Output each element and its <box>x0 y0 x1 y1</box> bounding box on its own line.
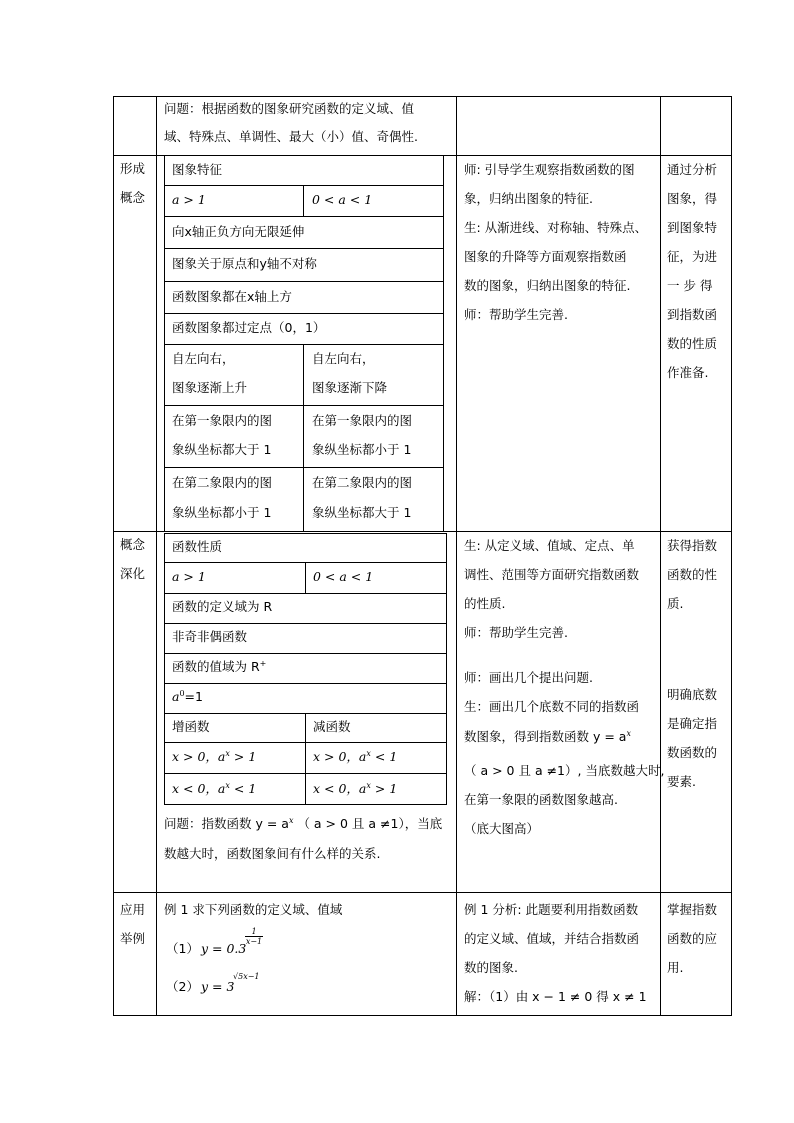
x-superscript: x <box>366 748 371 758</box>
t1-border-right <box>443 155 444 531</box>
row-divider-2 <box>113 531 732 532</box>
s2-activity-line: 师：帮助学生完善. <box>464 625 568 640</box>
s3-activity-line: 数的图象. <box>464 960 518 975</box>
t2-col-a: a > 1 <box>172 569 206 584</box>
s1-activity-line: 象，归纳出图象的特征. <box>464 191 593 206</box>
section1-label-line1: 形成 <box>120 161 146 176</box>
t2-row-domain: 函数的定义域为 R <box>172 599 273 614</box>
t2-r1-b-text: x > 0，a <box>313 749 367 764</box>
t1-hline <box>164 344 444 345</box>
example1-exponent-den: x−1 <box>245 937 263 946</box>
s2-activity-line: （ a > 0 且 a ≠1）, 当底数越大时, <box>464 763 665 778</box>
s1-purpose-line: 征，为进 <box>667 249 718 264</box>
t1-q1-b-line1: 在第一象限内的图 <box>312 413 413 428</box>
s3-activity-line: 的定义域、值域，并结合指数函 <box>464 931 640 946</box>
t1-hline <box>164 216 444 217</box>
section2-label-line2: 深化 <box>120 566 146 581</box>
s2-question-post: （ a > 0 且 a ≠1），当底 <box>297 816 443 831</box>
t1-q2-b-line1: 在第二象限内的图 <box>312 475 413 490</box>
x-superscript: x <box>225 748 230 758</box>
outer-top-border <box>113 96 732 97</box>
t1-hline <box>164 185 444 186</box>
a-variable: a <box>172 689 180 704</box>
s2-question-line1 <box>164 816 442 832</box>
s2-activity-line: 在第一象限的函数图象越高. <box>464 792 618 807</box>
t1-hline <box>164 467 444 468</box>
t2-border-top <box>164 533 447 534</box>
s2-purpose1-line: 质. <box>667 596 684 611</box>
t1-row-fixed-point: 函数图象都过定点（0，1） <box>172 320 326 335</box>
t1-row-above-axis: 函数图象都在x轴上方 <box>172 289 292 304</box>
s1-purpose-line: 到图象特 <box>667 220 718 235</box>
example1-expr: y = 0.3 <box>201 941 247 956</box>
section2-label-line1: 概念 <box>120 537 146 552</box>
s2-activity-line: 生：画出几个底数不同的指数函 <box>464 699 640 714</box>
outer-left-border <box>113 96 114 1016</box>
t2-r2-b <box>313 781 397 797</box>
intro-question-line2: 域、特殊点、单调性、最大（小）值、奇偶性. <box>164 129 418 144</box>
t1-q2-b-line2: 象纵坐标都大于 1 <box>312 505 412 520</box>
t2-hline <box>164 683 447 684</box>
t1-hline <box>164 281 444 282</box>
t2-r1-b-end: < 1 <box>370 749 398 764</box>
outer-right-border <box>731 96 732 1016</box>
intro-question-line1: 问题：根据函数的图象研究函数的定义域、值 <box>164 101 415 116</box>
t1-q1-a-line2: 象纵坐标都大于 1 <box>172 442 272 457</box>
t1-row-symmetry: 图象关于原点和y轴不对称 <box>172 256 317 271</box>
t2-row-range-text: 函数的值域为 R <box>172 659 260 674</box>
t2-vline <box>305 713 306 805</box>
t2-row-a0 <box>172 689 203 705</box>
t1-mono-b-line1: 自左向右， <box>312 351 375 366</box>
x-superscript: x <box>225 780 230 790</box>
s1-activity-line: 数的图象，归纳出图象的特征. <box>464 278 631 293</box>
s2-activity-line: （底大图高） <box>464 821 540 836</box>
s1-purpose-line: 到指数函 <box>667 307 718 322</box>
s2-activity-line: 的性质. <box>464 596 506 611</box>
zero-superscript: 0 <box>179 688 185 698</box>
col-divider-3 <box>660 96 661 1016</box>
t2-r1-a <box>172 749 256 765</box>
t1-col-a: a > 1 <box>172 192 206 207</box>
x-superscript: x <box>288 815 294 825</box>
s2-purpose2-line: 明确底数 <box>667 687 718 702</box>
x-superscript: x <box>626 728 631 738</box>
section3-label-line1: 应用 <box>120 902 146 917</box>
row-divider-3 <box>113 892 732 893</box>
s1-activity-line: 师: 引导学生观察指数函数的图 <box>464 162 635 177</box>
t2-hline <box>164 653 447 654</box>
t1-vline <box>303 185 304 217</box>
t1-hline <box>164 248 444 249</box>
s2-question-pre: 问题：指数函数 y = a <box>164 816 289 831</box>
t2-border-right <box>446 533 447 805</box>
s1-purpose-line: 作准备. <box>667 365 709 380</box>
t2-row-a0-text: =1 <box>184 689 203 704</box>
t2-decreasing: 减函数 <box>313 719 351 734</box>
t1-vline <box>303 344 304 531</box>
t2-border-left <box>164 533 165 805</box>
s1-purpose-line: 一 步 得 <box>667 278 713 293</box>
t1-col-b: 0 < a < 1 <box>312 192 373 207</box>
s2-question-line2: 数越大时，函数图象间有什么样的关系. <box>164 846 381 861</box>
s1-activity-line: 生: 从渐进线、对称轴、特殊点、 <box>464 220 648 235</box>
s3-activity-line: 例 1 分析: 此题要利用指数函数 <box>464 902 639 917</box>
example2-expr: y = 3 <box>201 979 235 994</box>
t2-r2-a <box>172 781 256 797</box>
t2-r2-b-text: x < 0，a <box>313 781 367 796</box>
t2-col-b: 0 < a < 1 <box>313 569 374 584</box>
t1-hline <box>164 313 444 314</box>
s1-activity-line: 师：帮助学生完善. <box>464 307 568 322</box>
s3-activity-line: 解：（1）由 x − 1 ≠ 0 得 x ≠ 1 <box>464 989 647 1004</box>
s1-purpose-line: 通过分析 <box>667 162 718 177</box>
section3-label-line2: 举例 <box>120 931 146 946</box>
s2-purpose2-line: 要素. <box>667 774 696 789</box>
t2-vline <box>305 562 306 594</box>
t1-header: 图象特征 <box>172 162 223 177</box>
s2-activity-line: 调性、范围等方面研究指数函数 <box>464 567 640 582</box>
example2-label: （2） <box>166 979 199 994</box>
example2-exponent: √5x−1 <box>233 972 260 981</box>
s2-purpose1-line: 获得指数 <box>667 538 718 553</box>
t1-mono-b-line2: 图象逐渐下降 <box>312 380 388 395</box>
t2-r1-a-text: x > 0，a <box>172 749 226 764</box>
t2-increasing: 增函数 <box>172 719 210 734</box>
t1-q1-a-line1: 在第一象限内的图 <box>172 413 273 428</box>
col-divider-2 <box>456 96 457 1016</box>
s1-activity-line: 图象的升降等方面观察指数函 <box>464 249 627 264</box>
t2-r2-a-text: x < 0，a <box>172 781 226 796</box>
t2-r1-a-end: > 1 <box>229 749 257 764</box>
t2-hline <box>164 623 447 624</box>
t1-mono-a-line2: 图象逐渐上升 <box>172 380 248 395</box>
s2-purpose2-line: 是确定指 <box>667 716 718 731</box>
section1-label-line2: 概念 <box>120 190 146 205</box>
s2-activity-line: 生: 从定义域、值域、定点、单 <box>464 538 635 553</box>
t2-r2-a-end: < 1 <box>229 781 257 796</box>
t2-header: 函数性质 <box>172 539 223 554</box>
s1-purpose-line: 数的性质 <box>667 336 718 351</box>
s2-activity-l7-text: 数图象，得到指数函数 y = a <box>464 729 627 744</box>
s2-activity-line7 <box>464 729 631 745</box>
t1-row-extend: 向x轴正负方向无限延伸 <box>172 224 305 239</box>
t1-q2-a-line1: 在第二象限内的图 <box>172 475 273 490</box>
s1-purpose-line: 图象，得 <box>667 191 718 206</box>
t1-q2-a-line2: 象纵坐标都小于 1 <box>172 505 272 520</box>
s2-purpose2-line: 数函数的 <box>667 745 718 760</box>
t1-hline <box>164 405 444 406</box>
t1-border-left <box>164 155 165 531</box>
s2-activity-line: 师：画出几个提出问题. <box>464 670 593 685</box>
example1-label: （1） <box>166 941 199 956</box>
t2-r2-b-end: > 1 <box>370 781 398 796</box>
s3-purpose-line: 函数的应 <box>667 931 718 946</box>
s2-purpose1-line: 函数的性 <box>667 567 718 582</box>
t2-row-range-sup: + <box>259 658 267 668</box>
example1-exponent-num: 1 <box>245 927 263 937</box>
s3-purpose-line: 用. <box>667 960 684 975</box>
x-superscript: x <box>366 780 371 790</box>
s3-purpose-line: 掌握指数 <box>667 902 718 917</box>
example-title: 例 1 求下列函数的定义域、值域 <box>164 902 343 917</box>
t1-mono-a-line1: 自左向右， <box>172 351 235 366</box>
t2-row-parity: 非奇非偶函数 <box>172 629 248 644</box>
t1-border-top <box>164 155 444 156</box>
t2-r1-b <box>313 749 397 765</box>
outer-bottom-border <box>113 1015 732 1016</box>
t1-q1-b-line2: 象纵坐标都小于 1 <box>312 442 412 457</box>
col-divider-1 <box>156 96 157 1016</box>
t2-row-range <box>172 659 266 675</box>
example1-exponent <box>245 927 263 946</box>
